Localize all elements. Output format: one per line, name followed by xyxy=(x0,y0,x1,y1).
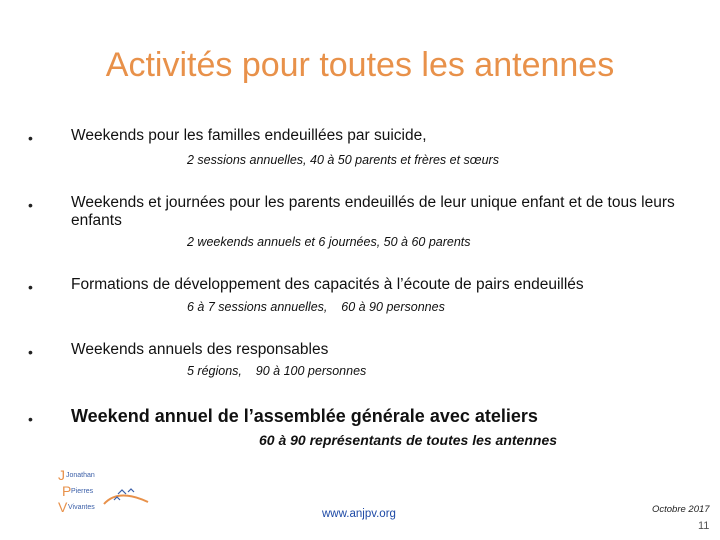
bullet-3: • xyxy=(28,279,33,295)
item-1-text: Weekends pour les familles endeuillées par suicide, xyxy=(71,127,427,144)
item-2-detail: 2 weekends annuels et 6 journées, 50 à 60 parents xyxy=(187,235,471,249)
slide-title: Activités pour toutes les antennes xyxy=(105,46,615,84)
svg-text:J: J xyxy=(58,467,65,483)
bullet-4: • xyxy=(28,344,33,360)
logo-line-1: Jonathan xyxy=(66,472,95,479)
item-4-text: Weekends annuels des responsables xyxy=(71,341,329,358)
item-3-text: Formations de développement des capacités à l’écoute de pairs endeuillés xyxy=(71,276,584,293)
svg-text:P: P xyxy=(62,483,72,499)
page-number: 11 xyxy=(698,520,710,532)
svg-text:V: V xyxy=(58,499,68,515)
item-5-detail: 60 à 90 représentants de toutes les antennes xyxy=(259,432,558,448)
item-3-detail: 6 à 7 sessions annuelles, 60 à 90 personnes xyxy=(187,300,445,314)
item-1-detail: 2 sessions annuelles, 40 à 50 parents et frères et sœurs xyxy=(187,153,499,167)
logo-line-2: Pierres xyxy=(71,488,94,495)
bullet-2: • xyxy=(28,197,33,213)
bullet-5: • xyxy=(28,411,33,427)
bullet-1: • xyxy=(28,130,33,146)
item-2-text: Weekends et journées pour les parents endeuillés de leur unique enfant et de tous leurs enfants xyxy=(71,194,675,229)
item-5-text: Weekend annuel de l’assemblée générale avec ateliers xyxy=(71,406,538,426)
item-4-detail: 5 régions, 90 à 100 personnes xyxy=(187,364,367,378)
logo-graphic xyxy=(56,466,156,518)
footer-date: Octobre 2017 xyxy=(652,504,710,515)
logo-line-3: Vivantes xyxy=(68,504,95,511)
organization-logo xyxy=(56,466,156,518)
website-link[interactable]: www.anjpv.org xyxy=(322,508,396,520)
